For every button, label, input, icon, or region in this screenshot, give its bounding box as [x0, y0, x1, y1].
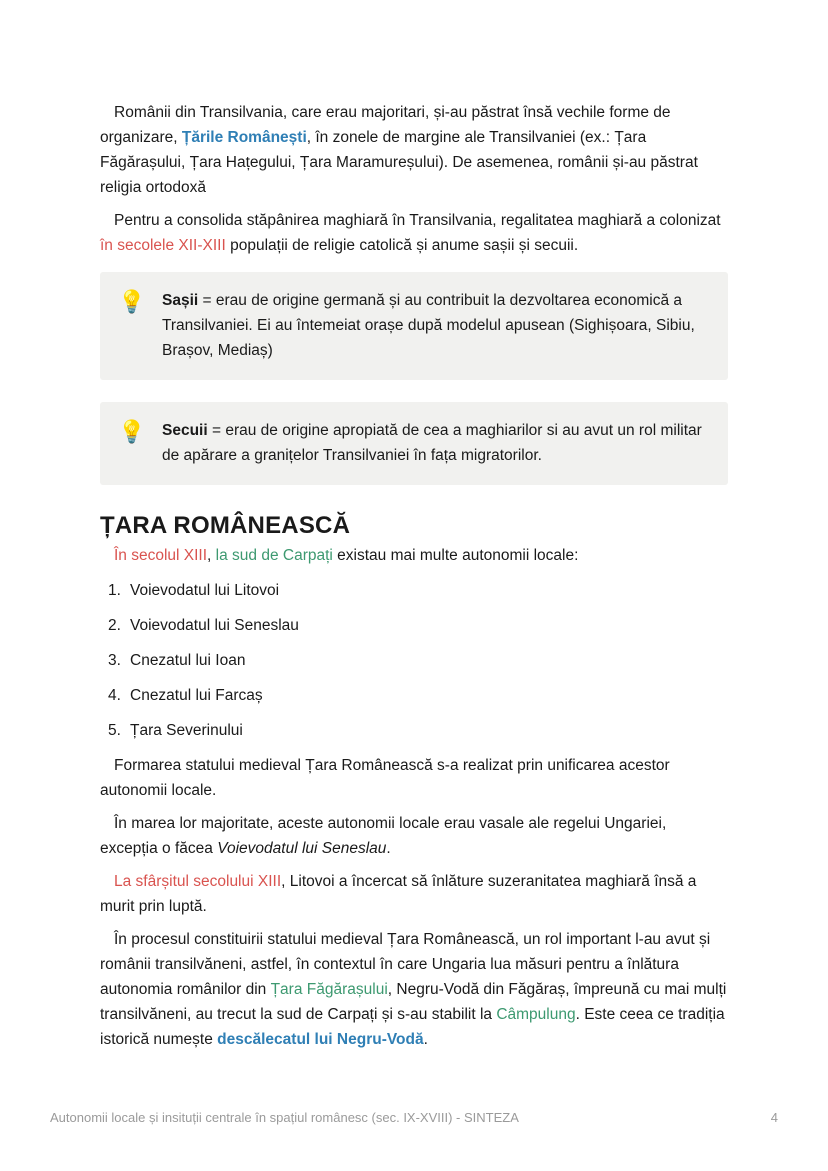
autonomies-list	[100, 578, 728, 743]
callout-secuii	[100, 402, 728, 485]
callout-term: Secuii	[162, 422, 208, 439]
highlight-tarile-romanesti: Țările Românești	[181, 129, 307, 146]
list-item: 2. Voievodatul lui Seneslau	[108, 617, 299, 634]
footer-title: Autonomii locale și insituții centrale în spațiul românesc (sec. IX-XVIII) - SINTEZA	[50, 1110, 519, 1125]
paragraph-autonomies-intro: În secolul XIII, la sud de Carpați existau mai multe autonomii locale:	[114, 547, 579, 564]
list-item: 4. Cnezatul lui Farcaș	[108, 687, 263, 704]
section-heading: ȚARA ROMÂNEASCĂ	[100, 512, 351, 539]
page-content	[100, 100, 728, 1052]
callout-text: Secuii = erau de origine apropiată de cea a maghiarilor si au avut un rol militar de apărare a granițelor Transilvaniei în fața migratorilor.	[162, 422, 702, 464]
callout-sasii	[100, 272, 728, 380]
list-item: 1. Voievodatul lui Litovoi	[108, 582, 280, 599]
paragraph-colonization: Pentru a consolida stăpânirea maghiară în Transilvania, regalitatea maghiară a colonizat în secolele XII-XIII populații de religie catolică și anume sașii și secuii.	[100, 212, 721, 254]
list-item: 5. Țara Severinului	[108, 722, 243, 739]
lightbulb-icon: 💡	[118, 419, 146, 444]
paragraph-formation: Formarea statului medieval Țara Românească s-a realizat prin unificarea acestor autonomii locale.	[100, 757, 670, 799]
paragraph-litovoi: La sfârșitul secolului XIII, Litovoi a încercat să înlăture suzeranitatea maghiară însă a murit prin luptă.	[100, 873, 697, 915]
paragraph-romanians-transylvania: Românii din Transilvania, care erau majoritari, și-au păstrat însă vechile forme de organizare, Țările Românești, în zonele de margine ale Transilvaniei (ex.: Țara Făgărașului, Țara Hațegului, Țara Maramureșului). De asemenea, românii și-au păstrat religia ortodoxă	[100, 104, 698, 196]
lightbulb-icon: 💡	[118, 289, 146, 314]
callout-term: Sașii	[162, 292, 199, 309]
page-number: 4	[770, 1110, 778, 1125]
highlight-centuries: în secolele XII-XIII	[100, 237, 226, 254]
page-footer	[50, 1110, 778, 1125]
paragraph-negru-voda: În procesul constituirii statului medieval Țara Românească, un rol important l-au avut și românii transilvăneni, astfel, în contextul în care Ungaria lua măsuri pentru a înlătura autonomia românilor din Țara Făgărașului, Negru-Vodă din Făgăraș, împreună cu mai mulți transilvăneni, au trecut la sud de Carpați și s-au stabilit la Câmpulung. Este ceea ce tradiția istorică numește descălecatul lui Negru-Vodă.	[100, 931, 727, 1048]
callout-text: Sașii = erau de origine germană și au contribuit la dezvoltarea economică a Transilvaniei. Ei au întemeiat orașe după modelul apusean (Sighișoara, Sibiu, Brașov, Mediaș)	[162, 292, 695, 359]
list-item: 3. Cnezatul lui Ioan	[108, 652, 246, 669]
paragraph-vassals: În marea lor majoritate, aceste autonomii locale erau vasale ale regelui Ungariei, excepția o făcea Voievodatul lui Seneslau.	[100, 815, 667, 857]
